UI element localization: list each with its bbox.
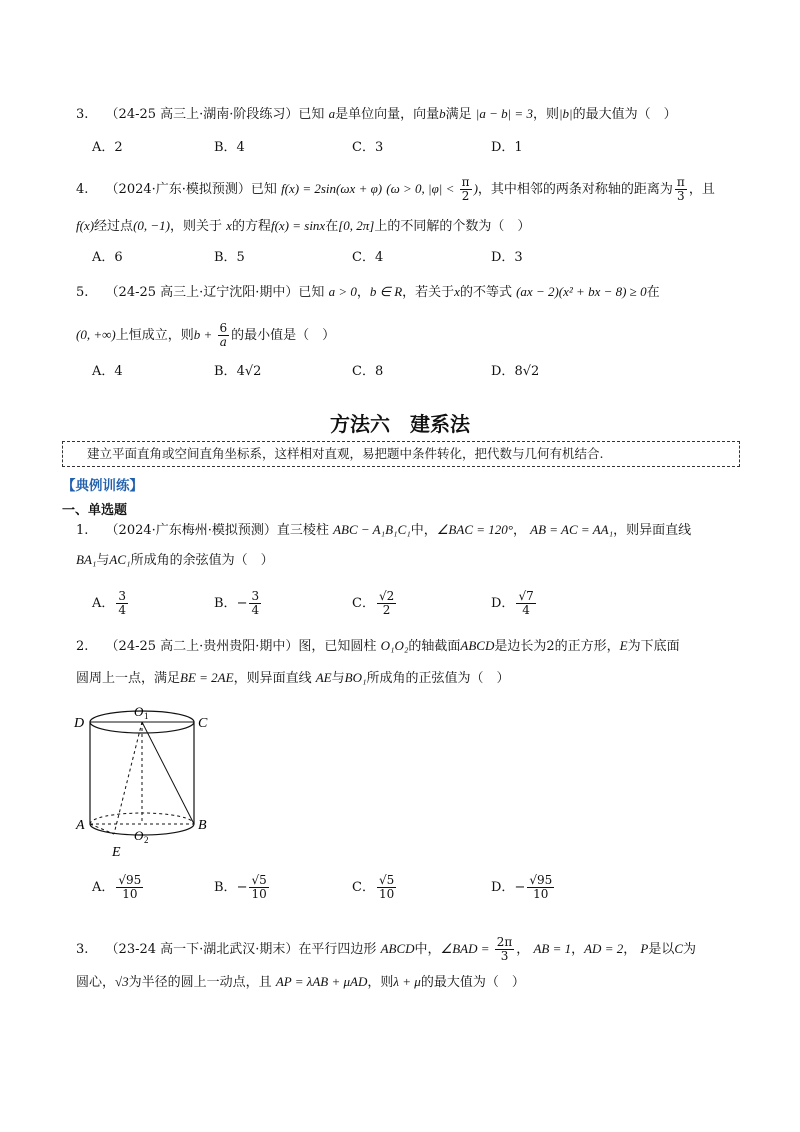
label-c: C xyxy=(198,716,208,731)
cylinder-figure xyxy=(70,702,220,864)
single-choice-heading: 一、单选题 xyxy=(62,503,128,518)
typical-training-heading: 【典例训练】 xyxy=(62,478,143,494)
option-a[interactable]: A．4 xyxy=(92,364,123,379)
question-3-parallelogram: 3. （23-24 高一下·湖北武汉·期末）在平行四边形 ABCD中，∠BAD = $\frac{2\pi}{3}$ ， AB = 1，AD = 2， P是以C为 xyxy=(76,935,697,963)
question-1-line2: BA₁与AC₁所成角的余弦值为（ ） xyxy=(76,552,274,568)
option-c[interactable]: C．8 xyxy=(352,364,384,379)
label-e: E xyxy=(112,845,121,860)
q-source: （24-25 高三上·湖南·阶段练习） xyxy=(105,107,299,122)
option-c[interactable]: C．4 xyxy=(352,250,384,265)
option-c[interactable]: C．3 xyxy=(352,140,384,155)
option-b[interactable]: B．5 xyxy=(214,250,245,265)
option-d[interactable]: D．3 xyxy=(491,250,523,265)
option-a[interactable]: A． $\frac{3}{4}$ xyxy=(92,589,127,617)
option-c[interactable]: C． $\frac{√5}{10}$ xyxy=(352,873,395,901)
option-d[interactable]: D．8√2 xyxy=(491,364,540,379)
label-d: D xyxy=(74,716,85,731)
label-b: B xyxy=(198,818,207,833)
question-2: 2. （24-25 高二上·贵州贵阳·期中）图，已知圆柱 O₁O₂的轴截面ABCD是边长为2的正方形，E为下底面 xyxy=(76,638,680,654)
section-title: 方法六 建系法 xyxy=(330,412,470,436)
option-d[interactable]: D．1 xyxy=(491,140,523,155)
option-b[interactable]: B．− $\frac{3}{4}$ xyxy=(214,589,260,617)
option-b[interactable]: B．− $\frac{√5}{10}$ xyxy=(214,873,267,901)
question-3-vectors: 3. （24-25 高三上·湖南·阶段练习）已知 a是单位向量，向量b满足 |a − b| = 3，则|b|的最大值为（ ） xyxy=(76,106,677,122)
method-tip-box: 建立平面直角或空间直角坐标系，这样相对直观，易把题中条件转化，把代数与几何有机结合. xyxy=(62,441,740,467)
question-3-line2: 圆心，√3为半径的圆上一动点，且 AP = λAB + μAD，则λ + μ的最大值为（ ） xyxy=(76,974,525,990)
option-c[interactable]: C． $\frac{√2}{2}$ xyxy=(352,589,395,617)
question-1: 1. （2024·广东梅州·模拟预测）直三棱柱 ABC − A₁B₁C₁中，∠BAC = 120°， AB = AC = AA₁，则异面直线 xyxy=(76,522,692,538)
option-b[interactable]: B．4√2 xyxy=(214,364,262,379)
question-4-line2: f(x)经过点(0, −1)，则关于 x的方程f(x) = sinx在[0, 2π]上的不同解的个数为（ ） xyxy=(76,218,531,234)
label-o1: O xyxy=(134,704,144,719)
q-number: 3. xyxy=(76,107,89,122)
option-b[interactable]: B．4 xyxy=(214,140,245,155)
option-d[interactable]: D． $\frac{√7}{4}$ xyxy=(491,589,534,617)
option-a[interactable]: A．6 xyxy=(92,250,123,265)
svg-text:2: 2 xyxy=(144,835,149,845)
label-a: A xyxy=(76,818,85,833)
option-a[interactable]: A．2 xyxy=(92,140,123,155)
question-2-line2: 圆周上一点，满足BE = 2AE，则异面直线 AE与BO₁所成角的正弦值为（ ） xyxy=(76,670,510,686)
svg-text:1: 1 xyxy=(144,711,149,721)
question-4: 4. （2024·广东·模拟预测）已知 f(x) = 2sin(ωx + φ) (ω > 0, |φ| < $\frac{\pi}{2}$ )，其中相邻的两条对称轴的距离为 $\frac{\pi}{3}$ ，且 xyxy=(76,175,715,203)
question-5: 5. （24-25 高三上·辽宁沈阳·期中）已知 a > 0，b ∈ R，若关于x的不等式 (ax − 2)(x² + bx − 8) ≥ 0在 xyxy=(76,284,660,300)
question-5-line2: (0, +∞)上恒成立，则b + $\frac{6}{a}$ 的最小值是（ ） xyxy=(76,321,336,349)
option-a[interactable]: A． $\frac{√95}{10}$ xyxy=(92,873,142,901)
option-d[interactable]: D．− $\frac{√95}{10}$ xyxy=(491,873,553,901)
label-o2: O xyxy=(134,828,144,843)
